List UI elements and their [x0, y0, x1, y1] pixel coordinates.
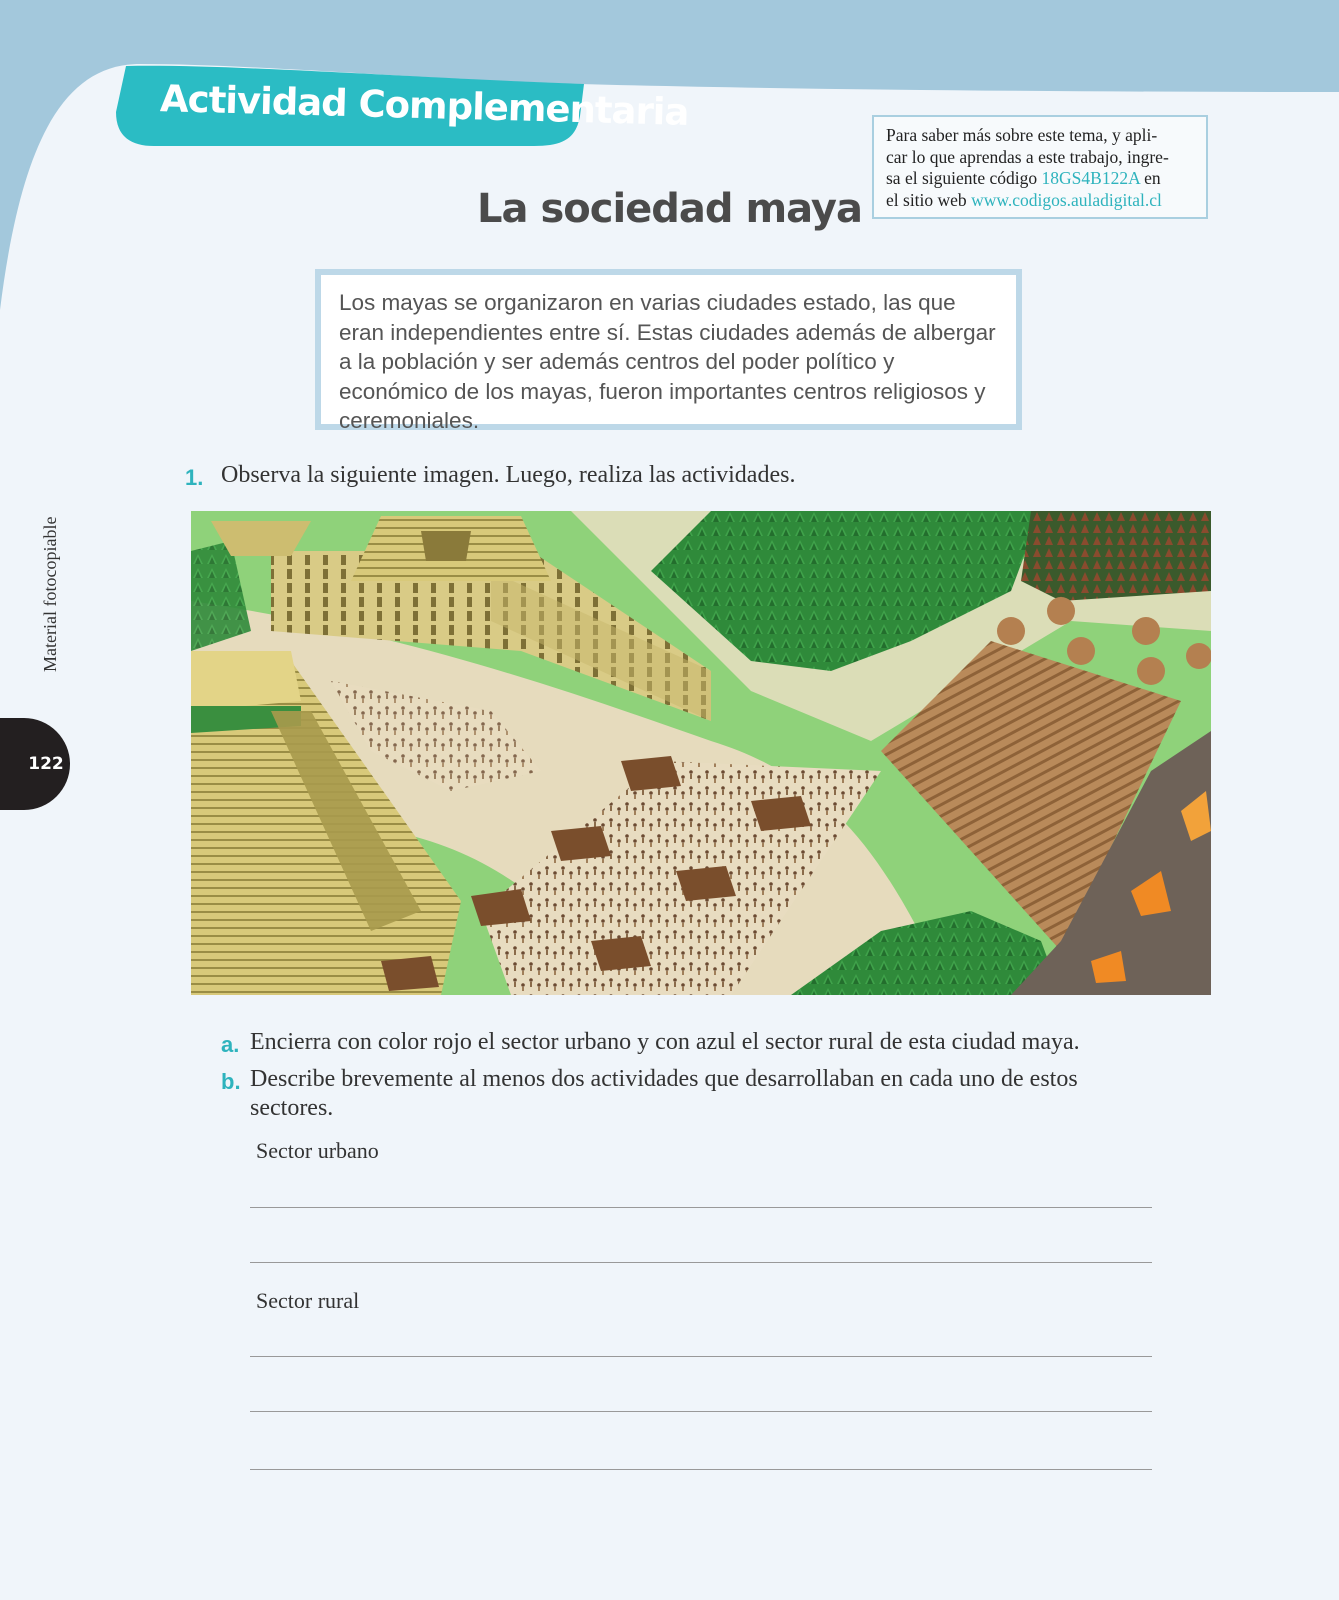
- intro-text-box: [315, 269, 1022, 433]
- access-code: 18GS4B122A: [1041, 168, 1140, 188]
- sector-rural-label: Sector rural: [256, 1288, 360, 1313]
- question-text: Observa la siguiente imagen. Luego, realiza las actividades.: [221, 462, 796, 488]
- maya-city-illustration: [191, 511, 1211, 995]
- item-b-text-line1: Describe brevemente al menos dos actividades que desarrollaban en cada uno de estos: [250, 1066, 1078, 1092]
- item-a-text: Encierra con color rojo el sector urbano y con azul el sector rural de esta ciudad maya.: [250, 1029, 1080, 1055]
- info-box: [872, 115, 1208, 219]
- activity-banner-label: Actividad Complementaria: [159, 77, 689, 134]
- side-label: Material fotocopiable: [40, 516, 60, 672]
- info-line-1: Para saber más sobre este tema, y apli-: [886, 125, 1158, 145]
- answer-line-urbano-2[interactable]: [250, 1262, 1152, 1263]
- question-number: 1.: [185, 465, 204, 490]
- item-b-text-line2: sectores.: [250, 1095, 334, 1121]
- answer-line-urbano-1[interactable]: [250, 1207, 1152, 1208]
- info-line-2: car lo que aprendas a este trabajo, ingre-: [886, 146, 1169, 167]
- item-a-letter: a.: [221, 1032, 240, 1057]
- answer-line-rural-3[interactable]: [250, 1469, 1152, 1470]
- info-line-3: [886, 168, 1194, 190]
- answer-line-rural-1[interactable]: [250, 1356, 1152, 1357]
- intro-text: Los mayas se organizaron en varias ciudades estado, las que eran independientes entre sí. Estas ciudades además de albergar a la población y ser además centros del poder político y económico de los mayas, fueron importantes centros religiosos y ceremoniales.: [339, 290, 996, 433]
- website-link[interactable]: www.codigos.auladigital.cl: [971, 189, 1162, 210]
- info-line-4: [886, 190, 1194, 212]
- answer-line-rural-2[interactable]: [250, 1411, 1152, 1412]
- info-line-3-pre: sa el siguiente código: [886, 168, 1042, 188]
- info-line-3-post: en: [1139, 168, 1161, 188]
- page-title: La sociedad maya: [477, 186, 862, 232]
- item-b-letter: b.: [221, 1069, 241, 1094]
- page-number: 122: [28, 754, 64, 774]
- sector-urbano-label: Sector urbano: [256, 1138, 379, 1163]
- info-line-4-pre: el sitio web: [886, 189, 972, 210]
